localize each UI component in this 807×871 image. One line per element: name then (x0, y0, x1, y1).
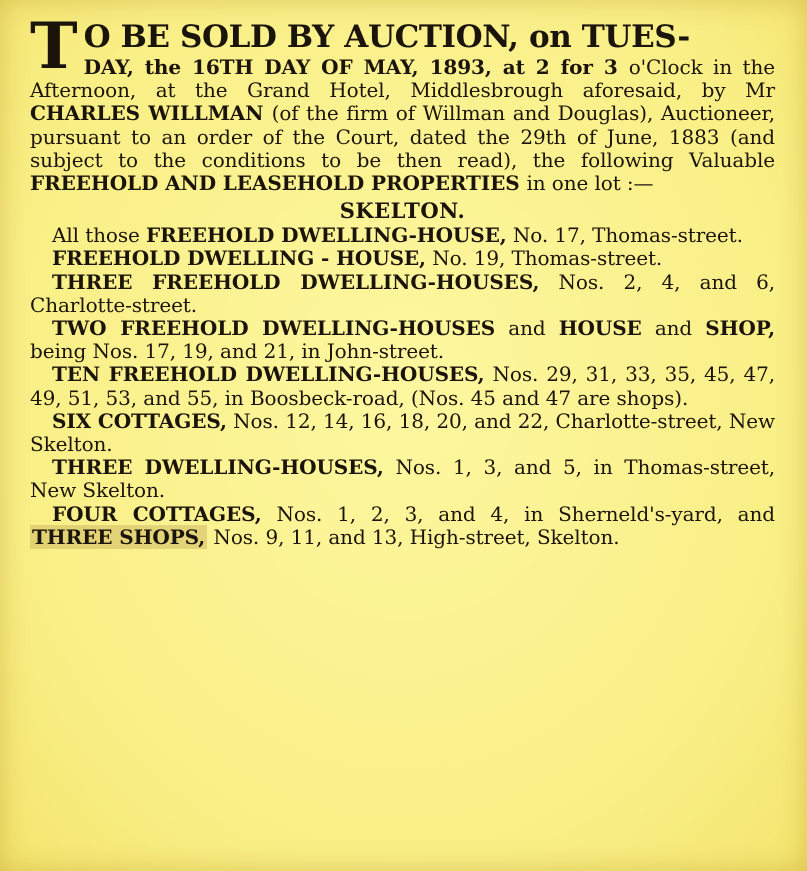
lot-item (30, 247, 775, 270)
lot-item (30, 317, 775, 363)
lot-title: THREE SHOPS, (32, 524, 206, 549)
lot-item (30, 503, 775, 549)
lot-title: THREE FREEHOLD DWELLING-HOUSES, (52, 269, 540, 294)
lot-title: TEN FREEHOLD DWELLING-HOUSES, (52, 362, 485, 387)
lot-item (30, 363, 775, 409)
auctioneer-name: CHARLES WILLMAN (30, 101, 264, 126)
lot-item (30, 410, 775, 456)
lot-details: and (508, 316, 546, 341)
intro-text-2: (of the firm of Willman and Douglas), Auctioneer, pursuant to an order of the Court, dated the 29th of June, 1883 (and subject to the conditions to be then read), the following Valuable (30, 101, 775, 172)
section-title: SKELTON. (339, 198, 466, 224)
lot-details: No. 17, Thomas-street. (512, 223, 743, 248)
lot-title: TWO FREEHOLD DWELLING-HOUSES (52, 316, 496, 341)
intro-paragraph (30, 56, 775, 195)
lot-title: THREE DWELLING-HOUSES, (52, 455, 384, 480)
lot-title: FREEHOLD DWELLING-HOUSE, (146, 223, 507, 248)
intro-text-1: o'Clock in the Afternoon, at the Grand Hotel, Middlesbrough aforesaid, by Mr (30, 55, 775, 103)
intro-text-3: in one lot :— (526, 171, 654, 196)
lot-details: Nos. 29, 31, 33, 35, 45, 47, 49, 51, 53, and 55, in Boosbeck-road, (Nos. 45 and 47 are shops). (30, 362, 775, 410)
drop-cap: T (30, 9, 78, 84)
lot-details: and (654, 316, 693, 341)
lot-details: Nos. 9, 11, and 13, High-street, Skelton. (213, 524, 620, 549)
lot-details: Nos. 1, 3, and 5, in Thomas-street, New Skelton. (30, 455, 776, 503)
lot-details: No. 19, Thomas-street. (432, 246, 663, 271)
lot-item (30, 271, 775, 317)
auction-advertisement (30, 9, 776, 549)
lot-details: Nos. 2, 4, and 6, Charlotte-street. (30, 269, 776, 317)
lot-details: Nos. 1, 2, 3, and 4, in Sherneld's-yard, and (276, 501, 775, 526)
lot-details: being Nos. 17, 19, and 21, in John-street. (30, 339, 444, 364)
lot-title: HOUSE (558, 316, 642, 341)
lot-title: FOUR COTTAGES, (52, 501, 262, 526)
lot-item (30, 224, 775, 247)
lot-title: FREEHOLD DWELLING - HOUSE, (52, 246, 426, 271)
properties-heading: FREEHOLD AND LEASEHOLD PROPERTIES (30, 171, 520, 196)
lot-item (30, 456, 775, 502)
headline: O BE SOLD BY AUCTION, on TUES- (83, 19, 690, 55)
auction-date: DAY, the 16TH DAY OF MAY, 1893, at 2 for 3 (83, 55, 618, 79)
lot-details: Nos. 12, 14, 16, 18, 20, and 22, Charlotte-street, New Skelton. (30, 408, 775, 457)
lot-prefix: All those (52, 223, 140, 248)
lot-title: SHOP, (705, 316, 775, 341)
lot-title: SIX COTTAGES, (52, 408, 227, 433)
